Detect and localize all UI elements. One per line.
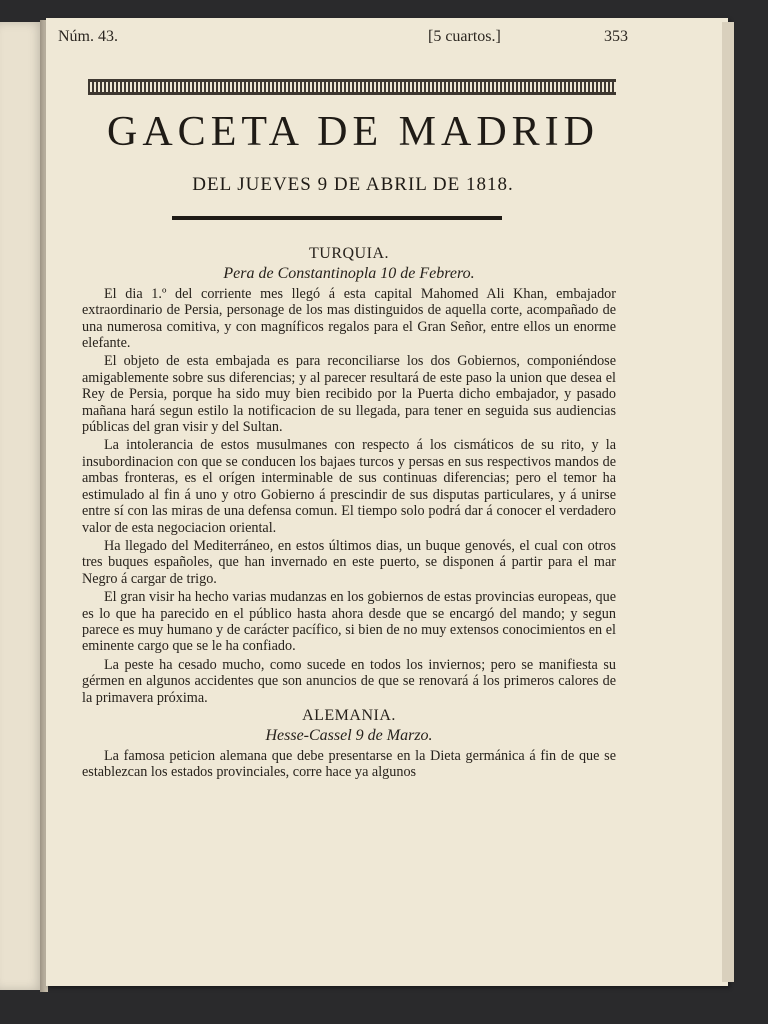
paragraph: La peste ha cesado mucho, como sucede en todos los inviernos; pero se manifiesta su gérmen en algunos accidentes que son anuncios de que se renovará á los primeros calores de la primavera próxima. (82, 656, 616, 706)
masthead-title: GACETA DE MADRID (107, 109, 599, 155)
page-header (58, 28, 628, 52)
issue-price: [5 cuartos.] (428, 28, 501, 45)
section-dateline: Hesse-Cassel 9 de Marzo. (265, 727, 433, 745)
section-turquia (82, 246, 616, 706)
paragraph: El gran visir ha hecho varias mudanzas en los gobiernos de estas provincias europeas, que es lo que ha parecido en el público hasta ahora desde que se encargó del mando; y segun parece es muy humano y de carácter pacífico, si bien de no muy extensos conocimientos en el eminente cargo que se le ha confiado. (82, 589, 616, 655)
paragraph: La famosa peticion alemana que debe presentarse en la Dieta germánica á fin de que se establezcan los estados provinciales, corre hace ya algunos (82, 747, 616, 781)
section-dateline: Pera de Constantinopla 10 de Febrero. (223, 265, 475, 283)
paragraph: La intolerancia de estos musulmanes con respecto á los cismáticos de su rito, y la insubordinacion con que se conducen los bajaes turcos y persas en sus respectivos mandos de ambas fronteras, es el orígen interminable de sus continuas diferencias; pero el temor ha estimulado al fin á uno y otro Gobierno á prescindir de sus disputas particulares, y á unirse entre sí con las miras de una defensa comun. El tiempo solo podrá dar á conocer el verdadero valor de esta negociacion oriental. (82, 437, 616, 536)
section-alemania (82, 708, 616, 781)
page-stack-edge (722, 22, 734, 982)
paragraph: El objeto de esta embajada es para reconciliarse los dos Gobiernos, componiéndose amigablemente sobre sus diferencias; y al parecer resultará de este paso la union que desea el Rey de Persia, porque ha sido muy bien recibido por la Puerta dicho embajador, y pasado mañana hará segun estilo la notificacion de su llegada, para tener en seguida sus audiencias públicas del gran visir y del Sultan. (82, 353, 616, 436)
section-title: ALEMANIA. (302, 706, 396, 724)
masthead-rule (172, 216, 502, 220)
page-number: 353 (604, 28, 628, 45)
article-body (82, 246, 616, 783)
paragraph: El dia 1.º del corriente mes llegó á esta capital Mahomed Ali Khan, embajador extraordinario de Persia, personage de los mas distinguidos de aquella corte, acompañado de una numerosa comitiva, y con magníficos regalos para el Gran Señor, entre ellos un enorme elefante. (82, 285, 616, 352)
masthead-dateline: DEL JUEVES 9 DE ABRIL DE 1818. (192, 174, 514, 195)
left-page-edge (0, 22, 44, 990)
ornamental-rule (88, 79, 616, 95)
paragraph: Ha llegado del Mediterráneo, en estos últimos dias, un buque genovés, el cual con otros tres buques españoles, que han invernado en este puerto, se disponen á partir para el mar Negro á cargar de trigo. (82, 537, 616, 587)
section-title: TURQUIA. (309, 245, 389, 262)
issue-number: Núm. 43. (58, 28, 118, 45)
